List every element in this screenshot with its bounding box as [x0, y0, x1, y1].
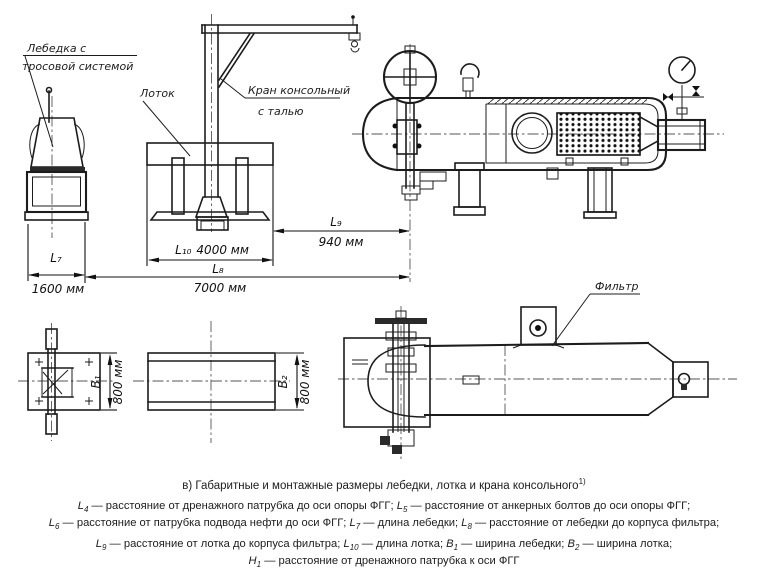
dim-L9-value: 940 мм	[318, 235, 364, 249]
legend-line: $L_4$ — расстояние от дренажного патрубка до оси опоры ФГГ; $L_5$ — расстояние от анкерных болтов до оси опоры ФГГ;	[77, 500, 691, 515]
dim-B1-value: 800 мм	[111, 359, 125, 405]
legend-symbol: $L_8$	[461, 516, 472, 531]
crane-label-line1: Кран консольный	[248, 84, 351, 97]
dim-B2-symbol: B₂	[276, 375, 290, 389]
filter-label	[552, 280, 640, 346]
tray-leader-line	[143, 101, 190, 156]
winch-label-line2: тросовой системой	[22, 60, 134, 73]
figure-caption	[0, 477, 768, 492]
crane-label-line2: с талью	[258, 105, 304, 118]
legend-line: $L_9$ — расстояние от лотка до корпуса фильтра; $L_{10}$ — длина лотка; $B_1$ — ширина лебедки; $B_2$ — ширина лотка;	[95, 538, 673, 553]
filter-top-view	[352, 44, 724, 282]
winch-label	[22, 42, 137, 147]
crane-tray-front-view	[147, 14, 360, 232]
filter-leader-line	[552, 294, 590, 346]
crane-hook	[461, 64, 479, 98]
filter-bottom-view	[338, 306, 737, 462]
anchor-bolt-marks	[35, 358, 93, 405]
caption-superscript: 1)	[578, 477, 586, 486]
legend-symbol: $L_{10}$	[343, 538, 359, 553]
legend	[0, 500, 768, 572]
dim-L8-value: 7000 мм	[193, 281, 247, 295]
dim-B1-symbol: B₁	[89, 375, 103, 389]
vessel-supports	[454, 163, 616, 218]
caption-text: в) Габаритные и монтажные размеры лебедки, лотка и крана консольного	[182, 479, 579, 492]
dim-L9-symbol: L₉	[330, 215, 342, 229]
lifting-lug	[513, 307, 564, 348]
winch-front-view	[25, 88, 88, 239]
legend-symbol: $L_6$	[48, 516, 60, 531]
tray-top-view	[133, 321, 290, 443]
crane-leader-line	[221, 79, 245, 98]
legend-symbol: $L_5$	[396, 500, 408, 515]
legend-symbol: $B_1$	[446, 538, 459, 553]
dim-B2-value: 800 мм	[298, 359, 312, 405]
pressure-gauge	[663, 57, 704, 120]
legend-line: $L_6$ — расстояние от патрубка подвода нефти до оси ФГГ; $L_7$ — длина лебедки; $L_8$ — расстояние от лебедки до корпуса фильтра;	[48, 516, 720, 531]
legend-symbol: $L_4$	[77, 500, 89, 515]
dim-L7-symbol: L₇	[50, 251, 62, 265]
legend-symbol: $L_9$	[95, 538, 107, 553]
dim-L8-symbol: L₈	[212, 262, 224, 276]
crane-label	[221, 79, 350, 118]
legend-symbol: $H_1$	[248, 555, 262, 570]
filter-label-text: Фильтр	[595, 280, 639, 293]
legend-symbol: $B_2$	[567, 538, 580, 553]
perforated-plate	[557, 113, 640, 155]
tray-label-text: Лоток	[140, 87, 175, 100]
winch-label-line1: Лебедка с	[27, 42, 87, 55]
dim-L10-label: L₁₀ 4000 мм	[175, 243, 249, 257]
gate-valve	[384, 46, 446, 200]
legend-line: $H_1$ — расстояние от дренажного патрубка к оси ФГГ	[248, 555, 520, 570]
legend-symbol: $L_7$	[349, 516, 361, 531]
dim-L7-value: 1600 мм	[31, 282, 85, 296]
